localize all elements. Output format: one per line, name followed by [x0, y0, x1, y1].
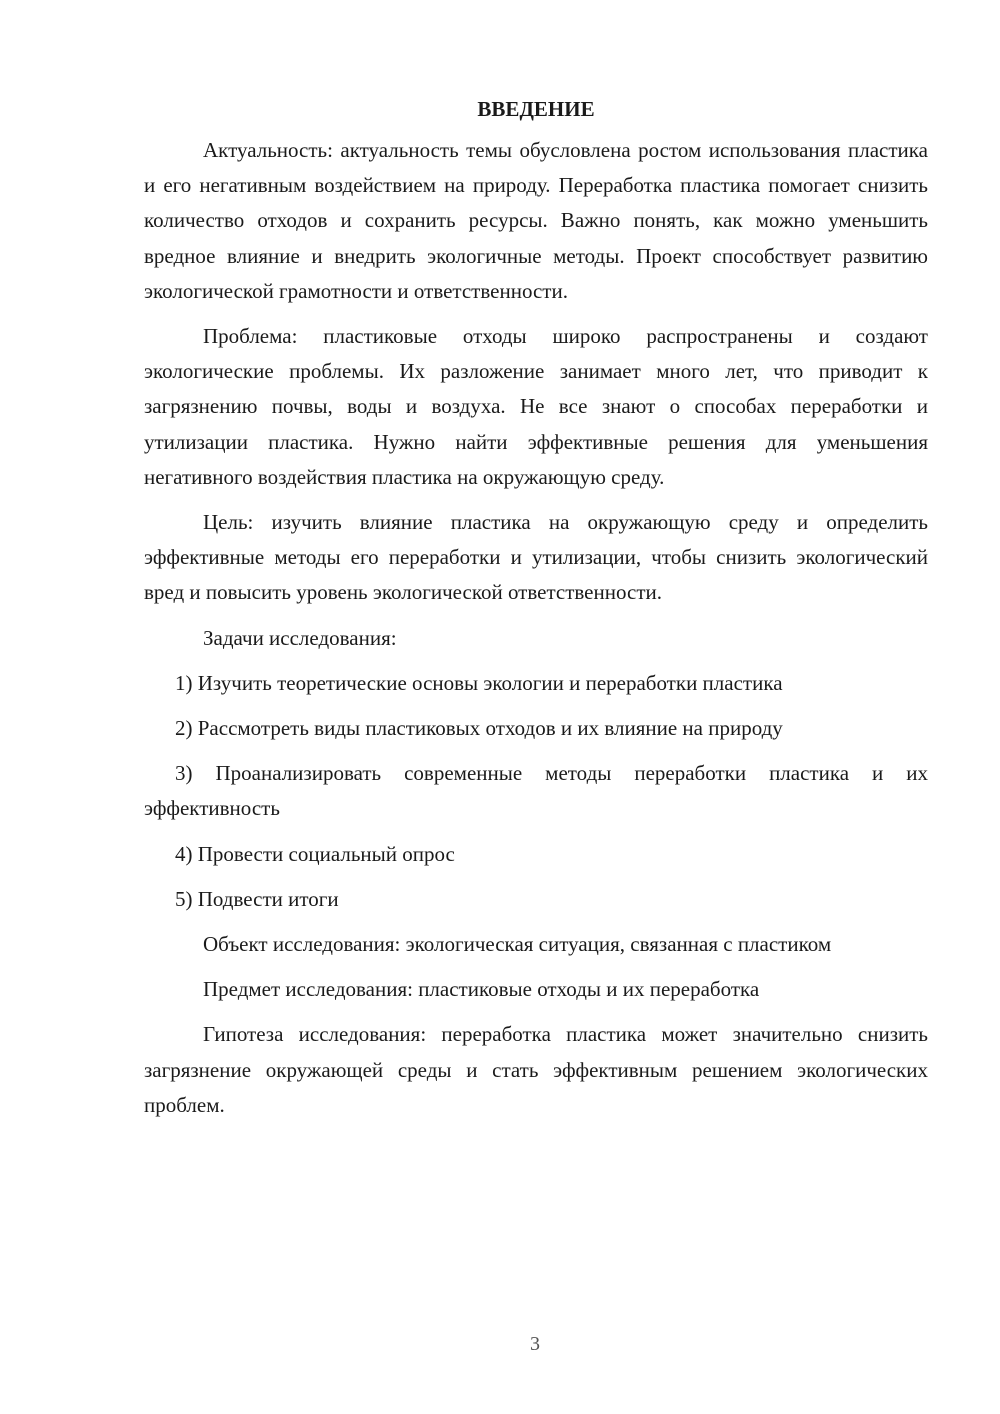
document-page: [144, 92, 928, 1133]
paragraph-subject: Предмет исследования: пластиковые отходы и их переработка: [203, 977, 760, 1002]
task-item-5: 5) Подвести итоги: [175, 886, 339, 911]
paragraph-tasks-heading: Задачи исследования:: [203, 625, 397, 650]
paragraph-hypothesis: Гипотеза исследования: переработка пластика может значительно снизить загрязнение окружающей среды и стать эффективным решением экологических проблем.: [144, 1022, 928, 1117]
task-item-1: 1) Изучить теоретические основы экологии и переработки пластика: [175, 670, 783, 695]
section-title: ВВЕДЕНИЕ: [477, 97, 595, 121]
task-item-2: 2) Рассмотреть виды пластиковых отходов и их влияние на природу: [175, 716, 783, 741]
task-item-4: 4) Провести социальный опрос: [175, 841, 455, 866]
page-number: 3: [530, 1333, 540, 1355]
paragraph-object: Объект исследования: экологическая ситуация, связанная с пластиком: [203, 932, 832, 957]
task-item-3: 3) Проанализировать современные методы переработки пластика и их эффективность: [144, 761, 928, 821]
paragraph-goal: Цель: изучить влияние пластика на окружающую среду и определить эффективные методы его переработки и утилизации, чтобы снизить экологический вред и повысить уровень экологической ответственности.: [144, 510, 928, 605]
paragraph-problem: Проблема: пластиковые отходы широко распространены и создают экологические проблемы. Их разложение занимает много лет, что приводит к загрязнению почвы, воды и воздуха. Не все знают о способах переработки и утилизации пластика. Нужно найти эффективные решения для уменьшения негативного воздействия пластика на окружающую среду.: [144, 324, 928, 489]
paragraph-relevance: Актуальность: актуальность темы обусловлена ростом использования пластика и его негативным воздействием на природу. Переработка пластика помогает снизить количество отходов и сохранить ресурсы. Важно понять, как можно уменьшить вредное влияние и внедрить экологичные методы. Проект способствует развитию экологической грамотности и ответственности.: [144, 138, 928, 303]
